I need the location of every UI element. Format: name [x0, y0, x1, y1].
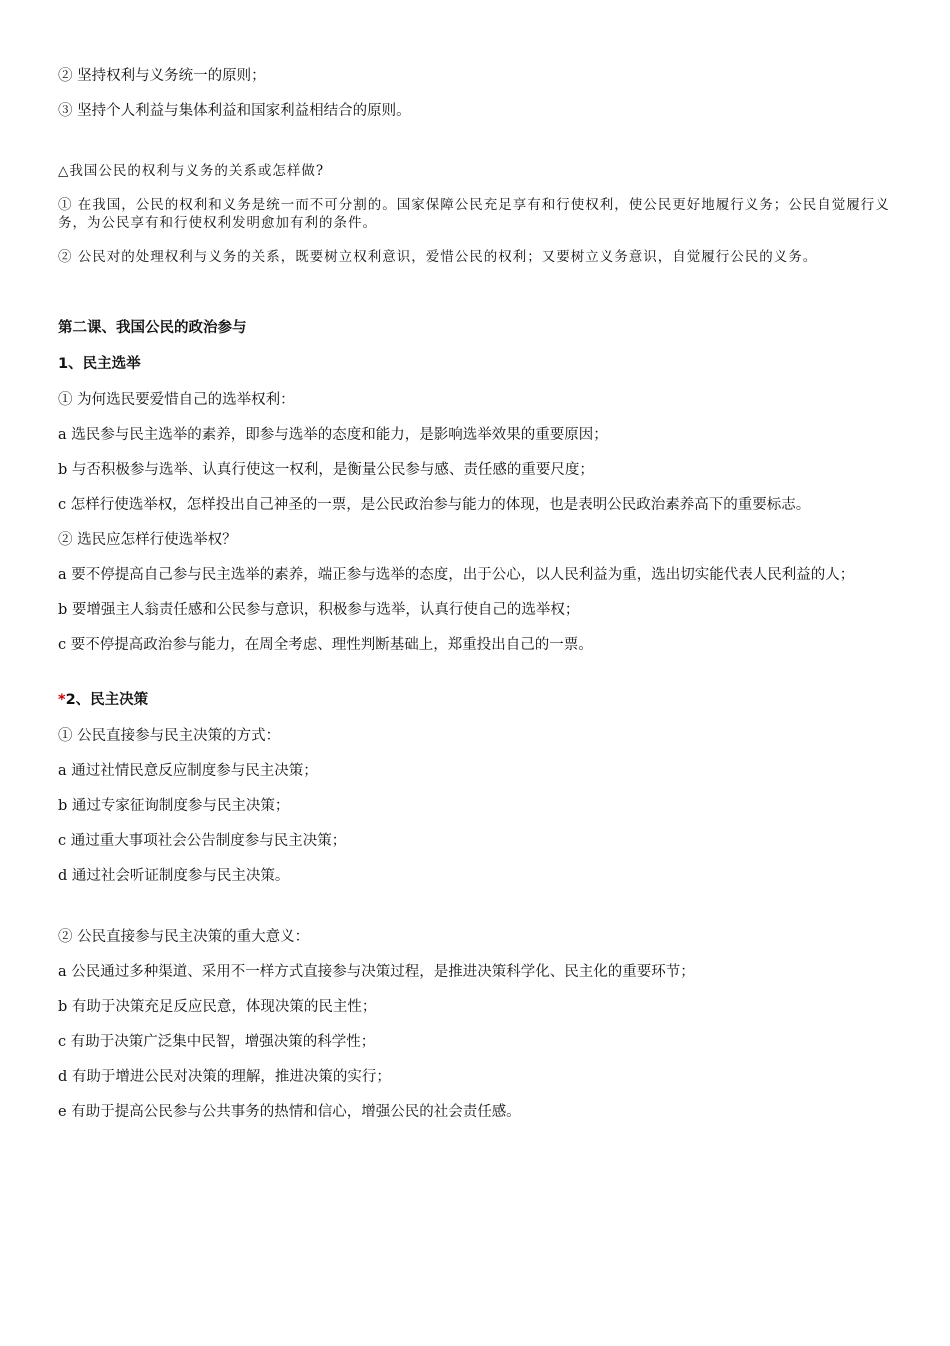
decision-q1-item-d: d 通过社会听证制度参与民主决策。 — [58, 868, 290, 884]
election-q1-item-c: c 怎样行使选举权，怎样投出自己神圣的一票，是公民政治参与能力的体现，也是表明公民政治素养高下的重要标志。 — [58, 497, 811, 513]
election-q2-item-a: a 要不停提高自己参与民主选举的素养，端正参与选举的态度，出于公心，以人民利益为重，选出切实能代表人民利益的人； — [58, 567, 855, 583]
decision-q2-item-c: c 有助于决策广泛集中民智，增强决策的科学性； — [58, 1034, 376, 1050]
decision-q1-item-c: c 通过重大事项社会公告制度参与民主决策； — [58, 833, 347, 849]
decision-q1-item-a: a 通过社情民意反应制度参与民主决策； — [58, 763, 318, 779]
election-q2-item-b: b 要增强主人翁责任感和公民参与意识，积极参与选举，认真行使自己的选举权； — [58, 602, 580, 618]
decision-q2-item-e: e 有助于提高公民参与公共事务的热情和信心，增强公民的社会责任感。 — [58, 1104, 521, 1120]
election-question-2: ② 选民应怎样行使选举权？ — [58, 532, 237, 548]
decision-q2-item-b: b 有助于决策充足反应民意，体现决策的民主性； — [58, 999, 377, 1015]
decision-q2-item-d: d 有助于增进公民对决策的理解，推进决策的实行； — [58, 1069, 391, 1085]
election-q1-item-b: b 与否积极参与选举、认真行使这一权利，是衡量公民参与感、责任感的重要尺度； — [58, 462, 594, 478]
relation-answer-1: ① 在我国，公民的权利和义务是统一而不可分割的。国家保障公民充足享有和行使权利，使公民更好地履行义务；公民自觉履行义务，为公民享有和行使权利发明愈加有利的条件。 — [58, 197, 890, 231]
star-marker: * — [58, 692, 66, 708]
relation-answer-2: ② 公民对的处理权利与义务的关系，既要树立权利意识，爱惜公民的权利；又要树立义务意识，自觉履行公民的义务。 — [58, 249, 818, 265]
decision-title-line — [58, 690, 898, 710]
principle-2: ② 坚持权利与义务统一的原则； — [58, 68, 266, 84]
lesson-title: 第二课、我国公民的政治参与 — [58, 320, 247, 336]
principle-3: ③ 坚持个人利益与集体利益和国家利益相结合的原则。 — [58, 103, 411, 119]
decision-question-1: ① 公民直接参与民主决策的方式： — [58, 728, 281, 744]
decision-q2-item-a: a 公民通过多种渠道、采用不一样方式直接参与决策过程，是推进决策科学化、民主化的重要环节； — [58, 964, 695, 980]
election-q2-item-c: c 要不停提高政治参与能力，在周全考虑、理性判断基础上，郑重投出自己的一票。 — [58, 637, 593, 653]
decision-question-2: ② 公民直接参与民主决策的重大意义： — [58, 929, 310, 945]
decision-title: 2、民主决策 — [65, 692, 149, 708]
election-question-1: ① 为何选民要爱惜自己的选举权利： — [58, 392, 295, 408]
decision-q1-item-b: b 通过专家征询制度参与民主决策； — [58, 798, 290, 814]
election-title: 1、民主选举 — [58, 356, 141, 372]
election-q1-item-a: a 选民参与民主选举的素养，即参与选举的态度和能力，是影响选举效果的重要原因； — [58, 427, 608, 443]
document-page — [58, 66, 898, 1137]
relation-question: △我国公民的权利与义务的关系或怎样做? — [58, 163, 325, 179]
